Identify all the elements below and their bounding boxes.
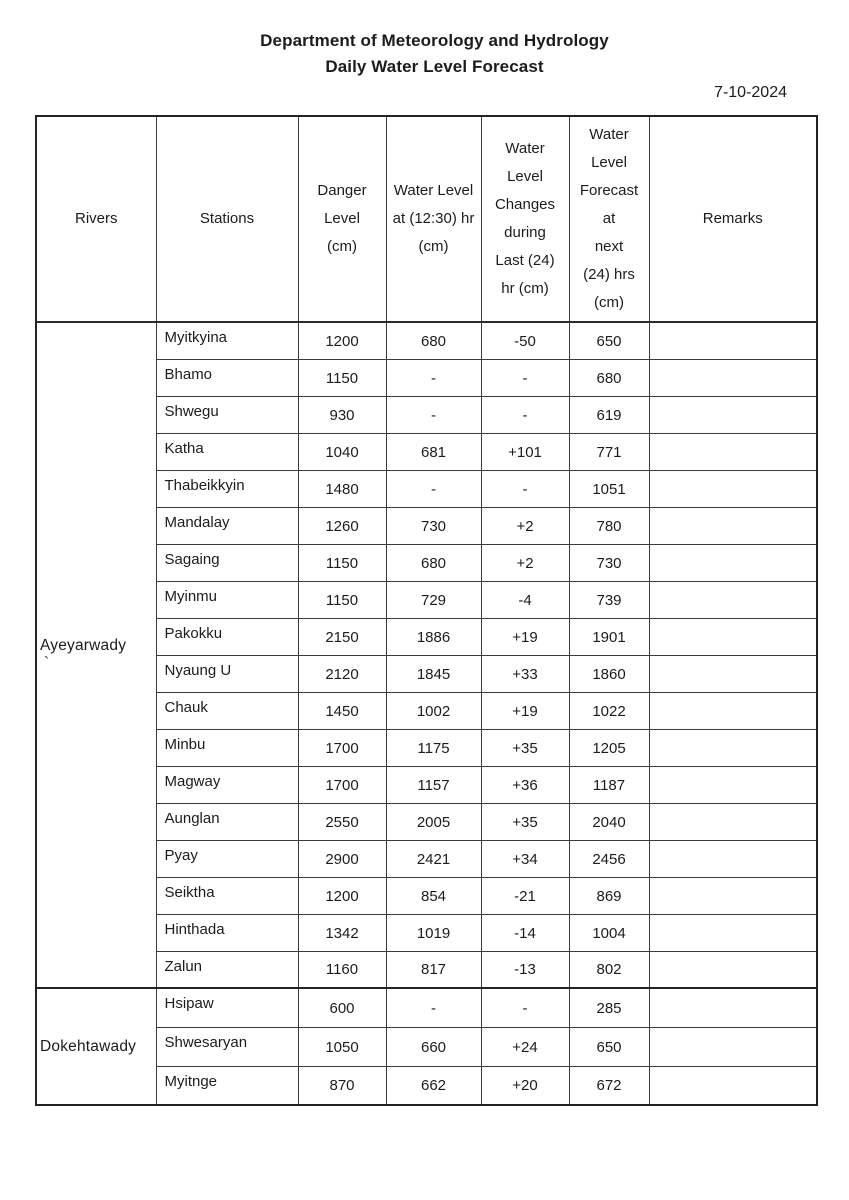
remarks-cell [649, 544, 817, 581]
water-level-change-cell: +35 [481, 729, 569, 766]
station-cell: Bhamo [156, 359, 298, 396]
water-level-change-cell: +24 [481, 1027, 569, 1066]
water-level-change-cell: -4 [481, 581, 569, 618]
station-cell: Pakokku [156, 618, 298, 655]
forecast-cell: 780 [569, 507, 649, 544]
water-level-change-cell: +33 [481, 655, 569, 692]
remarks-cell [649, 692, 817, 729]
station-cell: Shwegu [156, 396, 298, 433]
station-cell: Zalun [156, 951, 298, 988]
station-cell: Aunglan [156, 803, 298, 840]
water-level-change-cell: -14 [481, 914, 569, 951]
danger-level-cell: 1342 [298, 914, 386, 951]
danger-level-cell: 1160 [298, 951, 386, 988]
column-header-remarks: Remarks [649, 116, 817, 322]
water-level-cell: 1175 [386, 729, 481, 766]
water-level-change-cell: - [481, 359, 569, 396]
forecast-cell: 619 [569, 396, 649, 433]
remarks-cell [649, 729, 817, 766]
danger-level-cell: 1480 [298, 470, 386, 507]
remarks-cell [649, 655, 817, 692]
station-cell: Seiktha [156, 877, 298, 914]
danger-level-cell: 870 [298, 1066, 386, 1105]
water-level-change-cell: - [481, 396, 569, 433]
water-level-cell: 680 [386, 544, 481, 581]
remarks-cell [649, 877, 817, 914]
water-level-cell: 1845 [386, 655, 481, 692]
remarks-cell [649, 766, 817, 803]
remarks-cell [649, 951, 817, 988]
danger-level-cell: 1200 [298, 322, 386, 359]
water-level-cell: - [386, 359, 481, 396]
water-level-change-cell: -50 [481, 322, 569, 359]
water-level-cell: 729 [386, 581, 481, 618]
remarks-cell [649, 1027, 817, 1066]
forecast-cell: 1051 [569, 470, 649, 507]
remarks-cell [649, 618, 817, 655]
forecast-cell: 285 [569, 988, 649, 1027]
danger-level-cell: 2550 [298, 803, 386, 840]
water-level-change-cell: - [481, 470, 569, 507]
forecast-cell: 802 [569, 951, 649, 988]
danger-level-cell: 2120 [298, 655, 386, 692]
document-title: Department of Meteorology and Hydrology [260, 31, 609, 50]
station-cell: Minbu [156, 729, 298, 766]
water-level-cell: 681 [386, 433, 481, 470]
column-header-water-level-change-24hr: Water Level Changes during Last (24) hr (cm) [481, 116, 569, 322]
danger-level-cell: 1260 [298, 507, 386, 544]
water-level-cell: 1886 [386, 618, 481, 655]
danger-level-cell: 1150 [298, 359, 386, 396]
river-name-suffix: ` [44, 655, 50, 672]
remarks-cell [649, 1066, 817, 1105]
table-header-row [36, 116, 817, 322]
water-level-cell: 660 [386, 1027, 481, 1066]
document-header [20, 28, 849, 80]
station-cell: Katha [156, 433, 298, 470]
forecast-cell: 1004 [569, 914, 649, 951]
water-level-change-cell: +2 [481, 544, 569, 581]
forecast-cell: 1205 [569, 729, 649, 766]
station-cell: Myitkyina [156, 322, 298, 359]
water-level-change-cell: -21 [481, 877, 569, 914]
danger-level-cell: 1040 [298, 433, 386, 470]
danger-level-cell: 1700 [298, 766, 386, 803]
danger-level-cell: 1150 [298, 581, 386, 618]
remarks-cell [649, 433, 817, 470]
river-group [36, 322, 817, 988]
station-cell: Hsipaw [156, 988, 298, 1027]
water-level-cell: 730 [386, 507, 481, 544]
forecast-cell: 650 [569, 1027, 649, 1066]
remarks-cell [649, 803, 817, 840]
column-header-stations: Stations [156, 116, 298, 322]
forecast-cell: 1901 [569, 618, 649, 655]
water-level-cell: - [386, 396, 481, 433]
forecast-cell: 869 [569, 877, 649, 914]
remarks-cell [649, 322, 817, 359]
remarks-cell [649, 359, 817, 396]
forecast-cell: 730 [569, 544, 649, 581]
river-group [36, 988, 817, 1105]
river-name-cell [36, 988, 156, 1105]
column-header-rivers: Rivers [36, 116, 156, 322]
danger-level-cell: 1150 [298, 544, 386, 581]
danger-level-cell: 1450 [298, 692, 386, 729]
water-level-change-cell: +35 [481, 803, 569, 840]
remarks-cell [649, 988, 817, 1027]
water-level-cell: - [386, 470, 481, 507]
remarks-cell [649, 840, 817, 877]
table-header [36, 116, 817, 322]
danger-level-cell: 1200 [298, 877, 386, 914]
station-cell: Chauk [156, 692, 298, 729]
report-date: 7-10-2024 [714, 84, 787, 101]
water-level-change-cell: +19 [481, 692, 569, 729]
water-level-change-cell: +34 [481, 840, 569, 877]
water-level-change-cell: +20 [481, 1066, 569, 1105]
water-level-cell: 662 [386, 1066, 481, 1105]
river-name-cell [36, 322, 156, 988]
water-level-cell: 2005 [386, 803, 481, 840]
column-header-water-level-1230: Water Level at (12:30) hr (cm) [386, 116, 481, 322]
station-cell: Nyaung U [156, 655, 298, 692]
forecast-cell: 771 [569, 433, 649, 470]
station-row [36, 322, 817, 359]
river-name: Ayeyarwady [40, 637, 127, 654]
station-row [36, 988, 817, 1027]
forecast-cell: 2456 [569, 840, 649, 877]
remarks-cell [649, 396, 817, 433]
forecast-cell: 1187 [569, 766, 649, 803]
forecast-cell: 672 [569, 1066, 649, 1105]
remarks-cell [649, 507, 817, 544]
water-level-change-cell: +19 [481, 618, 569, 655]
water-level-change-cell: - [481, 988, 569, 1027]
station-cell: Pyay [156, 840, 298, 877]
water-level-change-cell: +36 [481, 766, 569, 803]
forecast-cell: 680 [569, 359, 649, 396]
danger-level-cell: 1700 [298, 729, 386, 766]
water-level-cell: 1002 [386, 692, 481, 729]
remarks-cell [649, 470, 817, 507]
danger-level-cell: 930 [298, 396, 386, 433]
danger-level-cell: 600 [298, 988, 386, 1027]
water-level-cell: 1157 [386, 766, 481, 803]
forecast-cell: 2040 [569, 803, 649, 840]
danger-level-cell: 1050 [298, 1027, 386, 1066]
station-cell: Hinthada [156, 914, 298, 951]
water-level-cell: 854 [386, 877, 481, 914]
water-level-cell: 817 [386, 951, 481, 988]
water-level-cell: 2421 [386, 840, 481, 877]
column-header-danger-level: Danger Level (cm) [298, 116, 386, 322]
water-level-change-cell: -13 [481, 951, 569, 988]
water-level-cell: - [386, 988, 481, 1027]
station-cell: Shwesaryan [156, 1027, 298, 1066]
forecast-cell: 650 [569, 322, 649, 359]
water-level-cell: 680 [386, 322, 481, 359]
station-cell: Thabeikkyin [156, 470, 298, 507]
station-cell: Mandalay [156, 507, 298, 544]
remarks-cell [649, 581, 817, 618]
water-level-change-cell: +101 [481, 433, 569, 470]
water-level-forecast-table [35, 115, 818, 1106]
column-header-forecast-next-24hr: Water Level Forecast at next (24) hrs (cm) [569, 116, 649, 322]
document-subtitle: Daily Water Level Forecast [325, 57, 544, 76]
water-level-change-cell: +2 [481, 507, 569, 544]
forecast-cell: 739 [569, 581, 649, 618]
remarks-cell [649, 914, 817, 951]
danger-level-cell: 2900 [298, 840, 386, 877]
station-cell: Magway [156, 766, 298, 803]
station-cell: Myitnge [156, 1066, 298, 1105]
forecast-cell: 1022 [569, 692, 649, 729]
forecast-cell: 1860 [569, 655, 649, 692]
station-cell: Myinmu [156, 581, 298, 618]
danger-level-cell: 2150 [298, 618, 386, 655]
river-name: Dokehtawady [40, 1037, 137, 1055]
water-level-cell: 1019 [386, 914, 481, 951]
station-cell: Sagaing [156, 544, 298, 581]
